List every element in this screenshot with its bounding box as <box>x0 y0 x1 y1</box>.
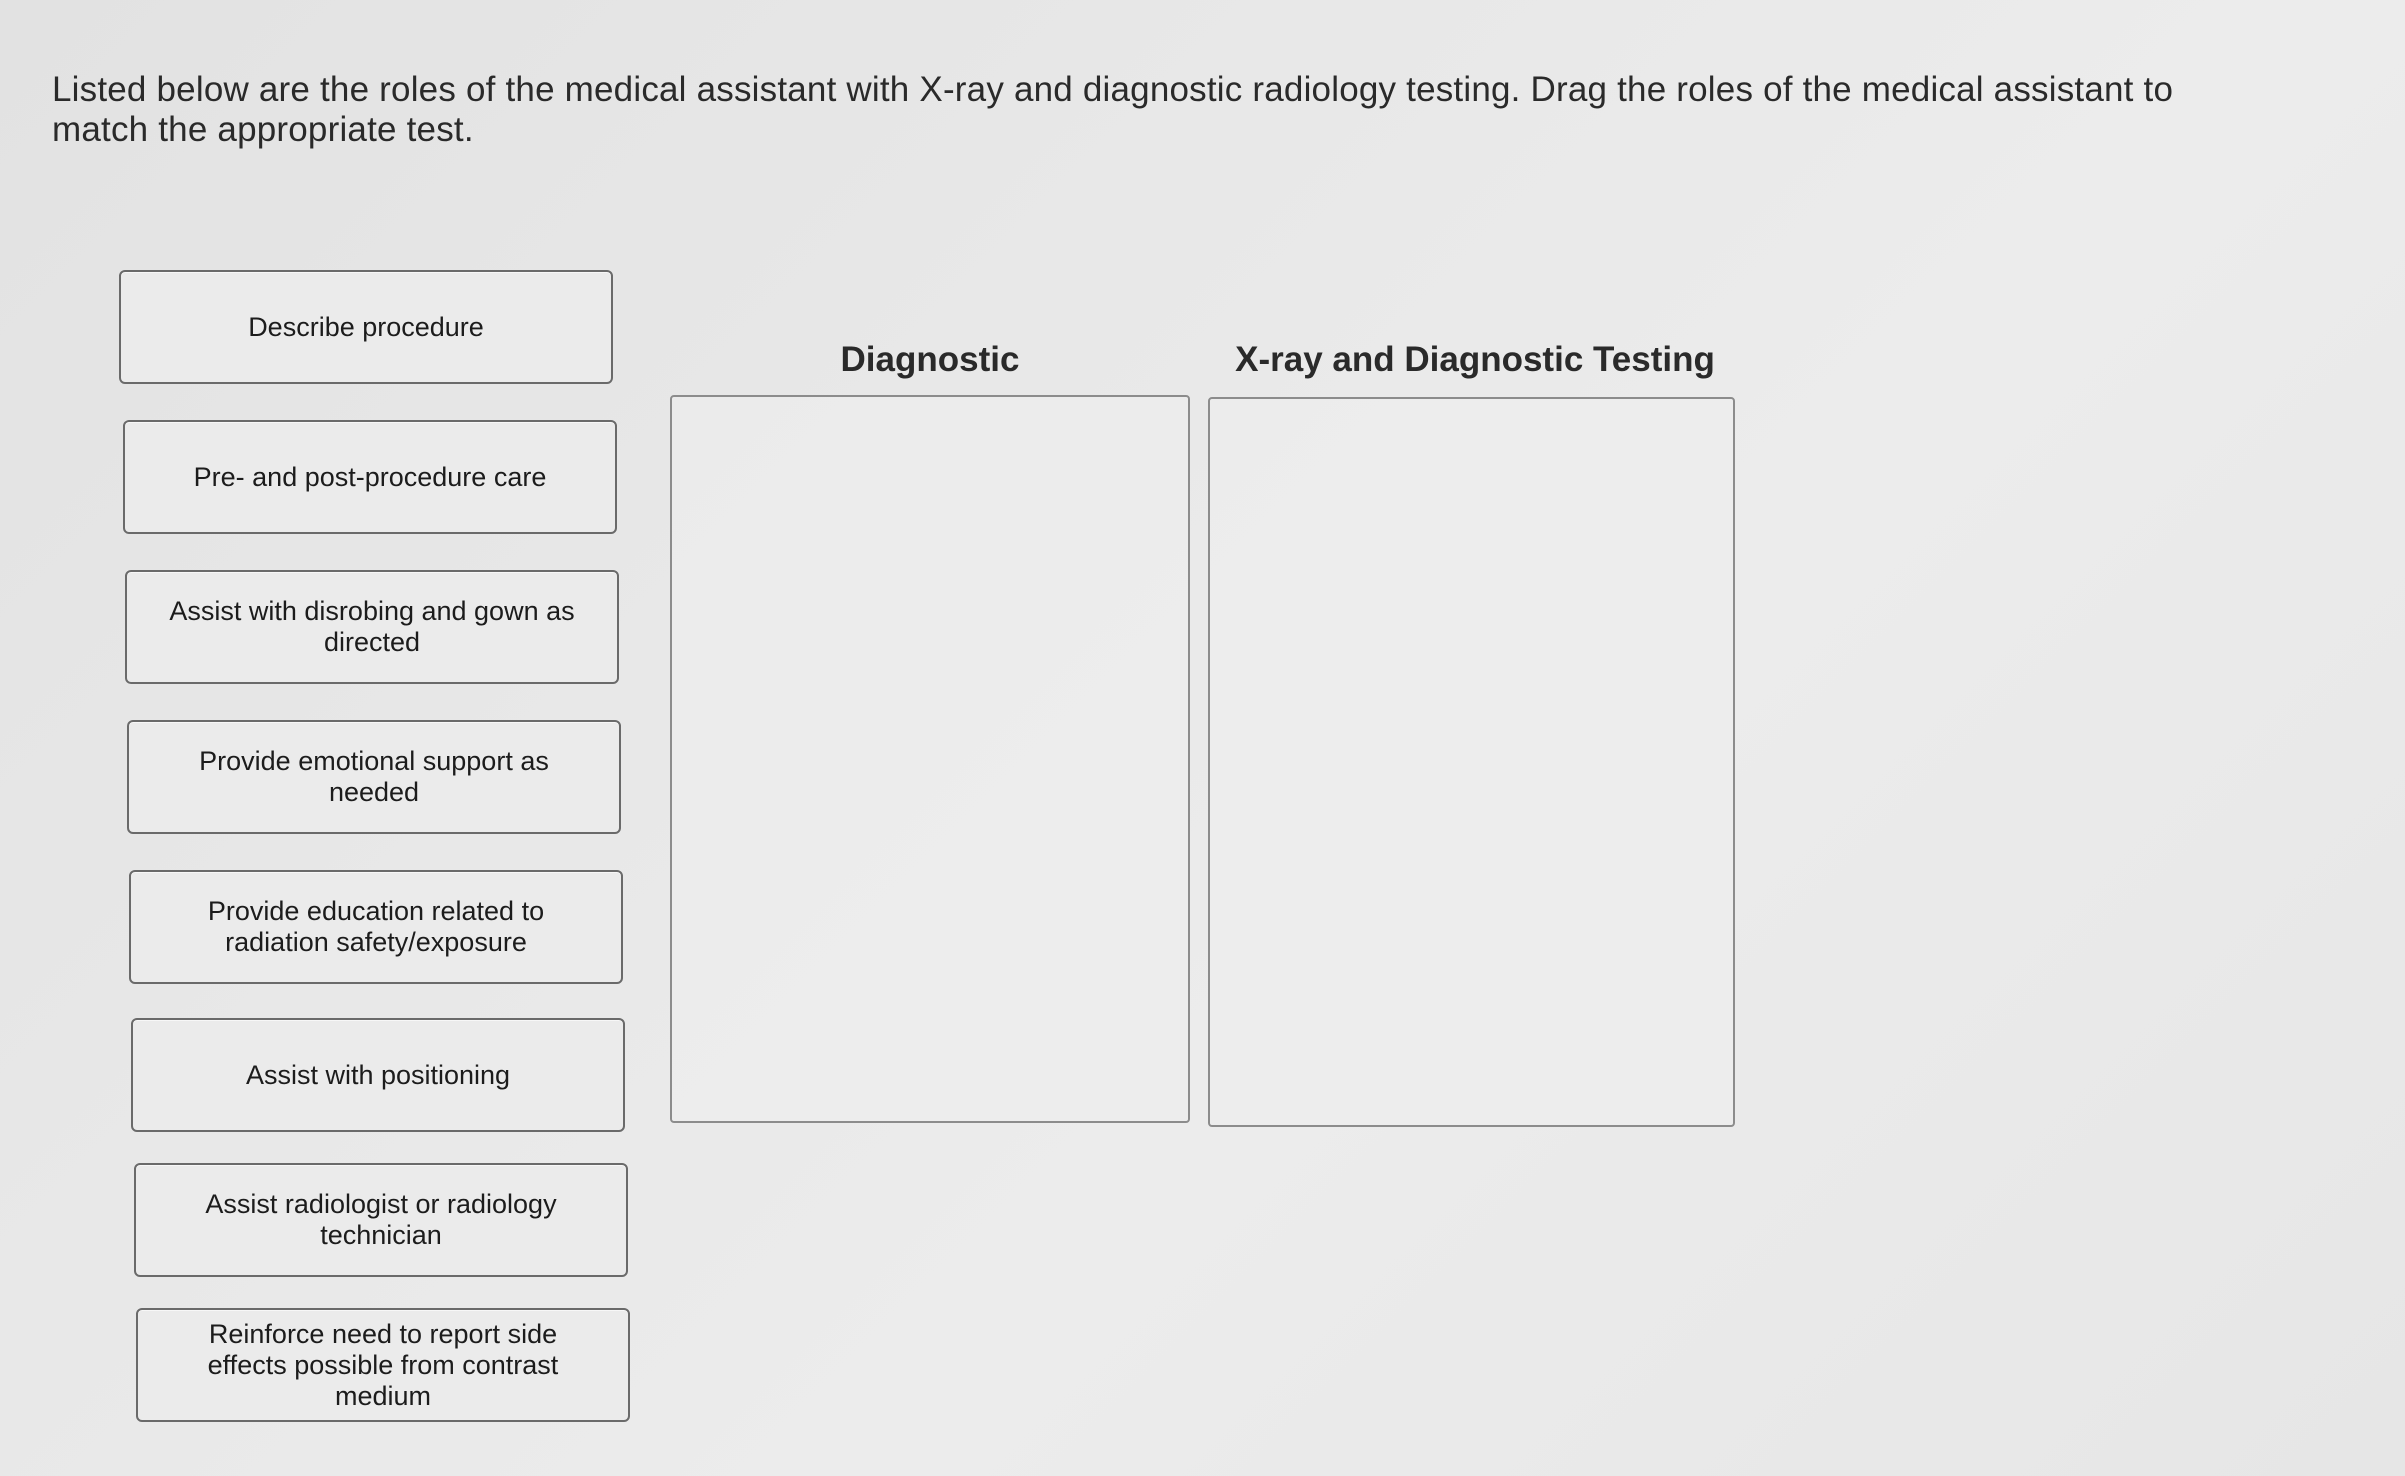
drag-card-assist-positioning[interactable]: Assist with positioning <box>131 1018 625 1132</box>
drag-card-describe-procedure[interactable]: Describe procedure <box>119 270 613 384</box>
drag-card-pre-post-procedure-care[interactable]: Pre- and post-procedure care <box>123 420 617 534</box>
drag-card-assist-disrobing[interactable]: Assist with disrobing and gown as directed <box>125 570 619 684</box>
drop-zone-xray-diagnostic-testing[interactable] <box>1208 397 1735 1127</box>
drop-zone-diagnostic[interactable] <box>670 395 1190 1123</box>
drag-card-assist-radiologist[interactable]: Assist radiologist or radiology technician <box>134 1163 628 1277</box>
bin-title-xray-diagnostic-testing: X-ray and Diagnostic Testing <box>1235 340 1715 379</box>
instructions-text: Listed below are the roles of the medical assistant with X-ray and diagnostic radiology testing. Drag the roles of the medical assistant to match the appropriate test. <box>52 70 2174 149</box>
drag-card-radiation-education[interactable]: Provide education related to radiation safety/exposure <box>129 870 623 984</box>
drag-card-emotional-support[interactable]: Provide emotional support as needed <box>127 720 621 834</box>
bin-title-diagnostic: Diagnostic <box>840 340 1020 379</box>
drag-card-report-side-effects[interactable]: Reinforce need to report side effects possible from contrast medium <box>136 1308 630 1422</box>
